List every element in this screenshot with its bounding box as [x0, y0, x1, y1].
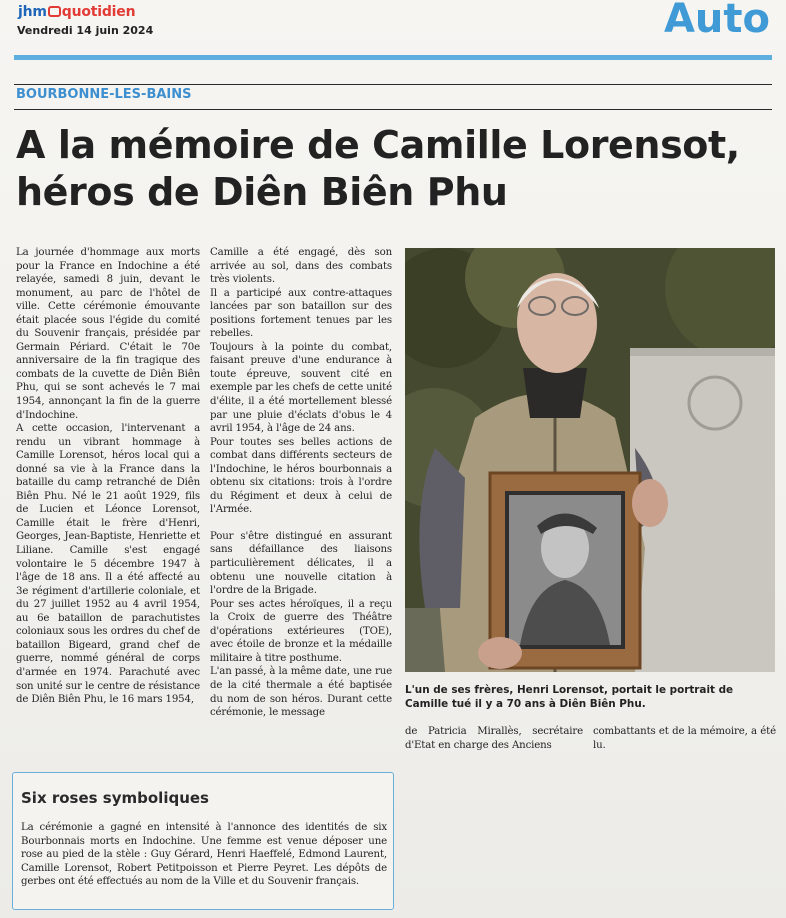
article-headline: A la mémoire de Camille Lorensot, héros de Diên Biên Phu [16, 123, 740, 214]
logo-text-quotidien: quotidien [61, 4, 136, 20]
paragraph: Pour s'être distingué en assurant sans défaillance des liaisons particulièrement délicates, il a obtenu une nouvelle citation à l'ordre de la Brigade. [210, 530, 392, 597]
newspaper-logo [18, 4, 135, 20]
article-column-2 [210, 246, 392, 720]
article-kicker: BOURBONNE-LES-BAINS [16, 87, 192, 102]
article-column-1 [16, 246, 200, 707]
paragraph: Pour ses actes héroïques, il a reçu la Croix de guerre des Théâtre d'opérations extérieures (TOE), avec étoile de bronze et la médaille militaire à titre posthume. [210, 598, 392, 664]
article-column-3 [405, 725, 583, 752]
sidebar-box [12, 772, 394, 910]
box-text: La cérémonie a gagné en intensité à l'annonce des identités de six Bourbonnais morts en Indochine. Une femme est venue déposer une rose au pied de la stèle : Guy Gérard, Henri Haeffelé, Edmond Laurent, Camille Lorensot, Robert Petitpoisson et Pierre Peyret. Les dépôts de gerbes ont été effectués au nom de la Ville et du Souvenir français. [21, 822, 387, 887]
issue-date: Vendredi 14 juin 2024 [17, 24, 154, 37]
logo-text-jhm: jhm [18, 4, 47, 20]
paragraph: Il a participé aux contre-attaques lancées par son bataillon sur des positions fortement tenues par les rebelles. [210, 287, 392, 340]
paragraph: Pour toutes ses belles actions de combat dans différents secteurs de l'Indochine, le héros bourbonnais a obtenu six citations: trois à l'ordre du Régiment et deux à celui de l'Armée. [210, 436, 392, 516]
logo-mark-icon [48, 6, 61, 17]
paragraph: combattants et de la mémoire, a été lu. [593, 726, 776, 751]
article-column-4 [593, 725, 776, 752]
photo-caption: L'un de ses frères, Henri Lorensot, portait le portrait de Camille tué il y a 70 ans à Diên Biên Phu. [405, 684, 734, 710]
photo-illustration [405, 248, 775, 672]
masthead-rule [14, 55, 772, 60]
paragraph: A cette occasion, l'intervenant a rendu un vibrant hommage à Camille Lorensot, héros local qui a donné sa vie à la France dans la bataille du camp retranché de Diên Biên Phu. Né le 21 août 1929, fils de Lucien et Léonce Lorensot, Camille était le frère d'Henri, Georges, Jean-Baptiste, Henriette et Liliane. Camille s'est engagé volontaire le 5 décembre 1947 à l'âge de 18 ans. Il a été affecté au 3e régiment d'artillerie coloniale, et du 27 juillet 1952 au 4 avril 1954, au 6e bataillon de parachutistes coloniaux sous les ordres du chef de bataillon Bigeard, grand chef de guerre, nommé général de corps d'armée en 1974. Parachuté avec son unité sur le centre de résistance de Diên Biên Phu, le 16 mars 1954, [16, 423, 200, 706]
kicker-rule-top [14, 84, 772, 85]
box-title: Six roses symboliques [21, 789, 209, 807]
kicker-rule-bottom [14, 109, 772, 110]
paragraph: L'an passé, à la même date, une rue de la cité thermale a été baptisée du nom de son héros. Durant cette cérémonie, le message [210, 666, 392, 719]
paragraph: Camille a été engagé, dès son arrivée au sol, dans des combats très violents. [210, 247, 392, 286]
paragraph: La journée d'hommage aux morts pour la France en Indochine a été relayée, samedi 8 juin, devant le monument, au parc de l'hôtel de ville. Cette cérémonie émouvante était placée sous l'égide du comité du Souvenir français, présidée par Germain Périard. C'était le 70e anniversaire de la fin tragique des combats de la cuvette de Diên Biên Phu, qui se sont achevés le 7 mai 1954, annonçant la fin de la guerre d'Indochine. [16, 247, 200, 421]
paragraph: de Patricia Mirallès, secrétaire d'Etat en charge des Anciens [405, 726, 583, 751]
paragraph: Toujours à la pointe du combat, faisant preuve d'une endurance à toute épreuve, souvent cité en exemple par les chefs de cette unité d'élite, il a été mortellement blessé par une pluie d'éclats d'obus le 4 avril 1954, à l'âge de 24 ans. [210, 341, 392, 435]
article-photo [405, 248, 775, 672]
section-title: Auto [663, 0, 770, 42]
